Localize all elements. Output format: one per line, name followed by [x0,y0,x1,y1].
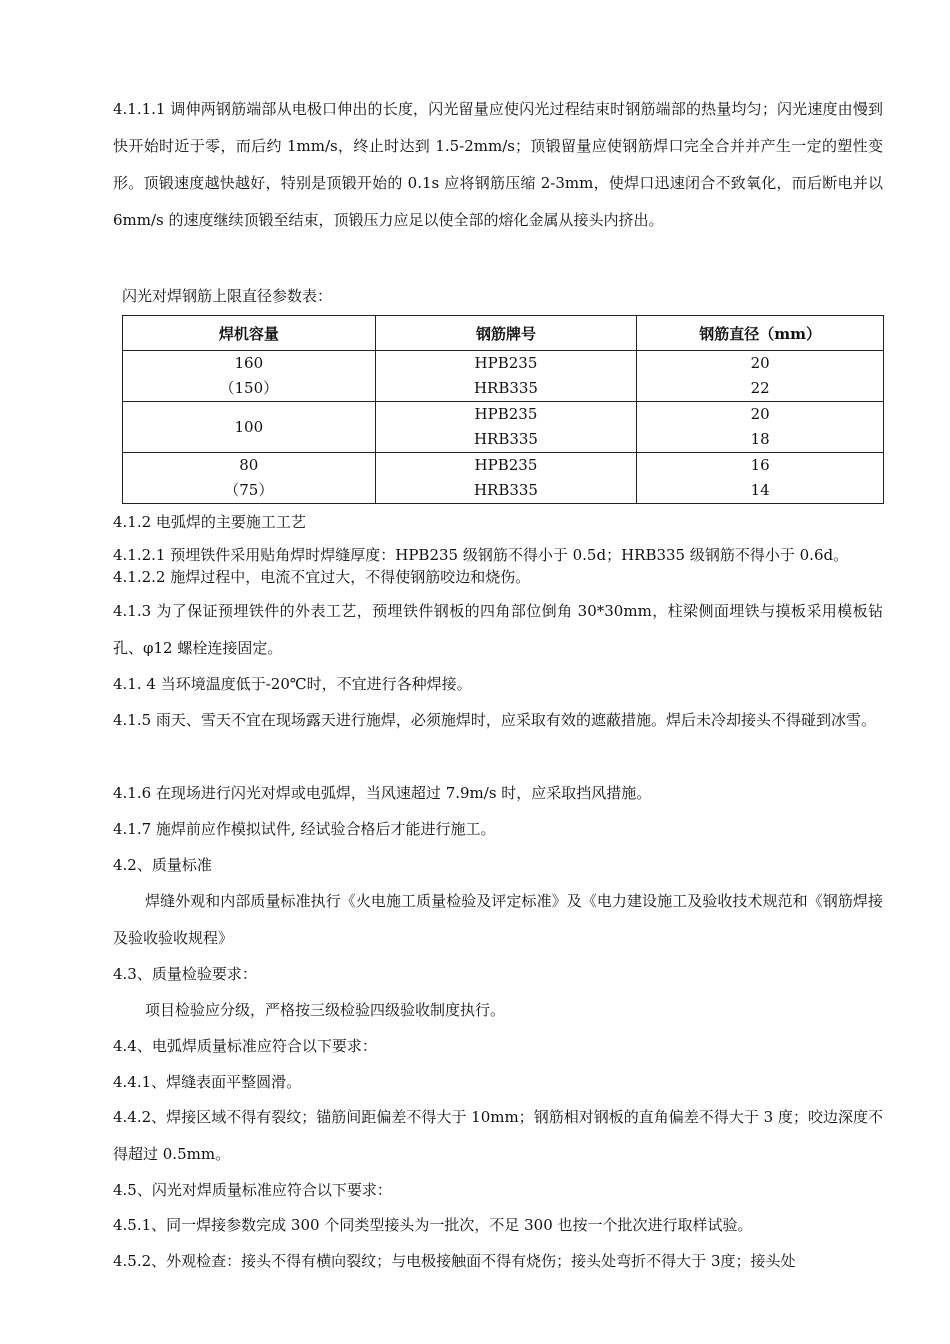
paragraph-4-1-5: 4.1.5 雨天、雪天不宜在现场露天进行施焊，必须施焊时，应采取有效的遮蔽措施。焊后未冷却接头不得碰到冰雪。 [113,711,876,729]
paragraph-4-1-2-2: 4.1.2.2 施焊过程中，电流不宜过大，不得使钢筋咬边和烧伤。 [113,568,531,586]
capacity-alt-value: （75） [224,481,274,499]
grade-value: HRB335 [473,481,538,499]
capacity-alt-value: （150） [219,379,279,397]
diameter-value: 14 [750,481,770,499]
table-row [123,351,884,402]
paragraph-4-1-1-1: 4.1.1.1 调伸两钢筋端部从电极口伸出的长度，闪光留量应使闪光过程结束时钢筋端部的热量均匀；闪光速度由慢到快开始时近于零，而后约 1mm/s，终止时达到 1.5-2mm/s；顶锻留量应使钢筋焊口完全合并并产生一定的塑性变形。顶锻速度越快越好，特别是顶锻开始的 0.1s 应将钢筋压缩 2-3mm，使焊口迅速闭合不致氧化，而后断电并以 6mm/s 的速度继续顶锻至结束，顶锻压力应足以使全部的熔化金属从接头内挤出。 [113,100,883,229]
welding-parameter-table [122,315,884,504]
capacity-value: 100 [234,417,264,436]
diameter-value: 16 [750,456,770,474]
grade-value: HRB335 [473,379,538,397]
capacity-value: 80 [239,456,259,474]
paragraph-4-1-7: 4.1.7 施焊前应作模拟试件, 经试验合格后才能进行施工。 [113,820,496,838]
grade-value: HRB335 [473,430,538,448]
cell-grade [375,453,637,504]
table-header-row [123,316,884,351]
paragraph-4-4-1: 4.4.1、焊缝表面平整圆滑。 [113,1073,302,1091]
cell-diameter [637,453,884,504]
paragraph-4-4-2: 4.4.2、焊接区域不得有裂纹；锚筋间距偏差不得大于 10mm；钢筋相对钢板的直角偏差不得大于 3 度；咬边深度不得超过 0.5mm。 [113,1108,883,1163]
paragraph-4-2-body: 焊缝外观和内部质量标准执行《火电施工质量检验及评定标准》及《电力建设施工及验收技术规范和《钢筋焊接及验收验收规程》 [113,892,883,947]
cell-grade [375,402,637,453]
diameter-value: 18 [750,430,770,448]
table-row [123,453,884,504]
section-4-5-heading: 4.5、闪光对焊质量标准应符合以下要求： [113,1181,392,1199]
paragraph-4-1-6: 4.1.6 在现场进行闪光对焊或电弧焊，当风速超过 7.9m/s 时，应采取挡风措施。 [113,784,652,802]
grade-value: HPB235 [474,456,538,474]
paragraph-4-5-2: 4.5.2、外观检查：接头不得有横向裂纹；与电极接触面不得有烧伤；接头处弯折不得大于 3度；接头处 [113,1252,796,1270]
diameter-value: 20 [750,354,770,372]
paragraph-4-3-body: 项目检验应分级，严格按三级检验四级验收制度执行。 [145,1001,506,1019]
paragraph-4-1-4: 4.1. 4 当环境温度低于-20℃时，不宜进行各种焊接。 [113,675,472,693]
paragraph-4-1-2-1: 4.1.2.1 预埋铁件采用贴角焊时焊缝厚度：HPB235 级钢筋不得小于 0.5d；HRB335 级钢筋不得小于 0.6d。 [113,546,849,564]
paragraph-4-1-3: 4.1.3 为了保证预埋铁件的外表工艺，预埋铁件钢板的四角部位倒角 30*30mm，柱梁侧面埋铁与摸板采用模板钻孔、φ12 螺栓连接固定。 [113,602,883,657]
cell-diameter [637,351,884,402]
capacity-value: 160 [234,354,264,372]
paragraph-4-5-1: 4.5.1、同一焊接参数完成 300 个同类型接头为一批次，不足 300 也按一个批次进行取样试验。 [113,1216,753,1234]
cell-diameter [637,402,884,453]
section-4-3-heading: 4.3、质量检验要求： [113,965,257,983]
header-grade: 钢筋牌号 [375,316,637,351]
header-capacity: 焊机容量 [123,316,376,351]
section-4-1-2-heading: 4.1.2 电弧焊的主要施工工艺 [113,513,306,531]
table-caption: 闪光对焊钢筋上限直径参数表： [122,287,333,305]
cell-capacity [123,453,376,504]
grade-value: HPB235 [474,405,538,423]
cell-capacity [123,402,376,453]
grade-value: HPB235 [474,354,538,372]
header-diameter: 钢筋直径（mm） [637,316,884,351]
diameter-value: 22 [750,379,770,397]
diameter-value: 20 [750,405,770,423]
section-4-4-heading: 4.4、电弧焊质量标准应符合以下要求： [113,1037,377,1055]
section-4-2-heading: 4.2、质量标准 [113,856,212,874]
cell-grade [375,351,637,402]
table-row [123,402,884,453]
cell-capacity [123,351,376,402]
